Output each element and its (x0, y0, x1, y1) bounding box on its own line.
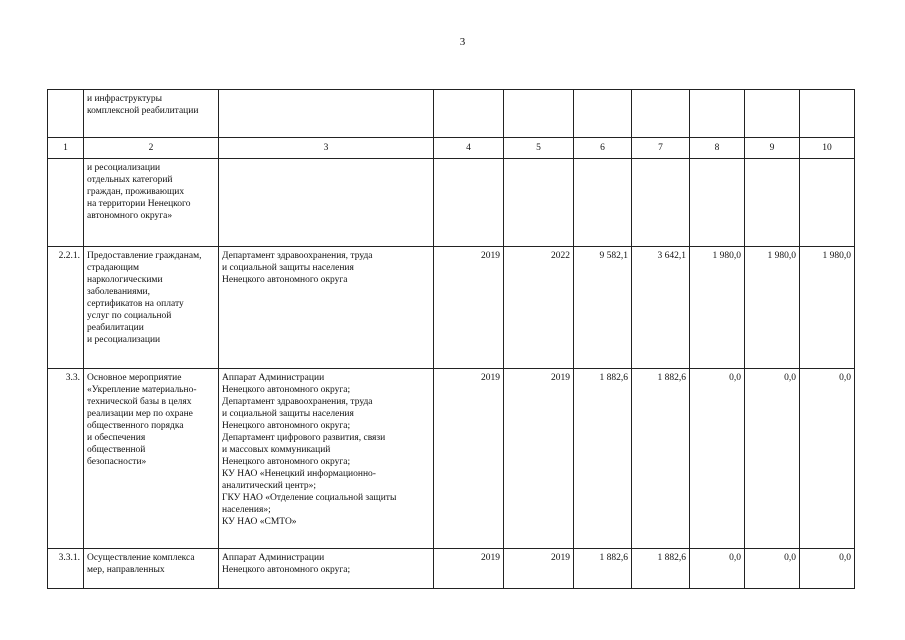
cell-y4: 0,0 (800, 369, 855, 549)
cell-y2: 1 980,0 (690, 247, 745, 369)
table-row (48, 159, 855, 247)
column-number: 9 (745, 138, 800, 159)
cell-num (48, 90, 84, 138)
column-number: 2 (84, 138, 219, 159)
continuation-row (48, 90, 855, 138)
cell-end (504, 90, 574, 138)
cell-end (504, 159, 574, 247)
cell-y2 (690, 90, 745, 138)
cell-start: 2019 (434, 247, 504, 369)
cell-y3: 0,0 (745, 549, 800, 589)
column-number: 1 (48, 138, 84, 159)
column-number: 7 (632, 138, 690, 159)
cell-executor (219, 90, 434, 138)
cell-y2: 0,0 (690, 549, 745, 589)
cell-executor: Аппарат Администрации Ненецкого автономного округа; (219, 549, 434, 589)
cell-y3 (745, 159, 800, 247)
table-row (48, 247, 855, 369)
cell-y1: 3 642,1 (632, 247, 690, 369)
cell-y1 (632, 90, 690, 138)
table-row (48, 549, 855, 589)
cell-name: и ресоциализации отдельных категорий граждан, проживающих на территории Ненецкого автономного округа» (84, 159, 219, 247)
cell-total: 9 582,1 (574, 247, 632, 369)
cell-y4: 0,0 (800, 549, 855, 589)
cell-executor (219, 159, 434, 247)
cell-total: 1 882,6 (574, 369, 632, 549)
cell-name: Предоставление гражданам, страдающим наркологическими заболеваниями, сертификатов на оплату услуг по социальной реабилитации и ресоциализации (84, 247, 219, 369)
cell-num (48, 159, 84, 247)
cell-start: 2019 (434, 549, 504, 589)
cell-start: 2019 (434, 369, 504, 549)
cell-total (574, 90, 632, 138)
column-number: 8 (690, 138, 745, 159)
cell-name: и инфраструктуры комплексной реабилитации (84, 90, 219, 138)
cell-y1: 1 882,6 (632, 549, 690, 589)
cell-start (434, 90, 504, 138)
cell-end: 2022 (504, 247, 574, 369)
cell-y4 (800, 90, 855, 138)
cell-name: Основное мероприятие «Укрепление материально- технической базы в целях реализации мер по охране общественного порядка и обеспечения общественной безопасности» (84, 369, 219, 549)
cell-y2 (690, 159, 745, 247)
cell-executor: Аппарат Администрации Ненецкого автономного округа; Департамент здравоохранения, труда и социальной защиты населения Ненецкого автономного округа; Департамент цифрового развития, связи и массовых коммуникаций Ненецкого автономного округа; КУ НАО «Ненецкий информационно- аналитический центр»; ГКУ НАО «Отделение социальной защиты населения»; КУ НАО «СМТО» (219, 369, 434, 549)
cell-y4 (800, 159, 855, 247)
cell-y1 (632, 159, 690, 247)
cell-num: 3.3.1. (48, 549, 84, 589)
cell-total (574, 159, 632, 247)
cell-end: 2019 (504, 549, 574, 589)
cell-num: 3.3. (48, 369, 84, 549)
table-row (48, 369, 855, 549)
cell-y1: 1 882,6 (632, 369, 690, 549)
column-number: 3 (219, 138, 434, 159)
column-number-row (48, 138, 855, 159)
cell-y3 (745, 90, 800, 138)
column-number: 4 (434, 138, 504, 159)
column-number: 6 (574, 138, 632, 159)
cell-y3: 1 980,0 (745, 247, 800, 369)
cell-start (434, 159, 504, 247)
cell-end: 2019 (504, 369, 574, 549)
page-number: 3 (459, 36, 466, 48)
column-number: 5 (504, 138, 574, 159)
cell-executor: Департамент здравоохранения, труда и социальной защиты населения Ненецкого автономного округа (219, 247, 434, 369)
cell-total: 1 882,6 (574, 549, 632, 589)
cell-name: Осуществление комплекса мер, направленных (84, 549, 219, 589)
column-number: 10 (800, 138, 855, 159)
cell-y3: 0,0 (745, 369, 800, 549)
cell-y4: 1 980,0 (800, 247, 855, 369)
cell-y2: 0,0 (690, 369, 745, 549)
program-activities-table (47, 89, 855, 589)
cell-num: 2.2.1. (48, 247, 84, 369)
